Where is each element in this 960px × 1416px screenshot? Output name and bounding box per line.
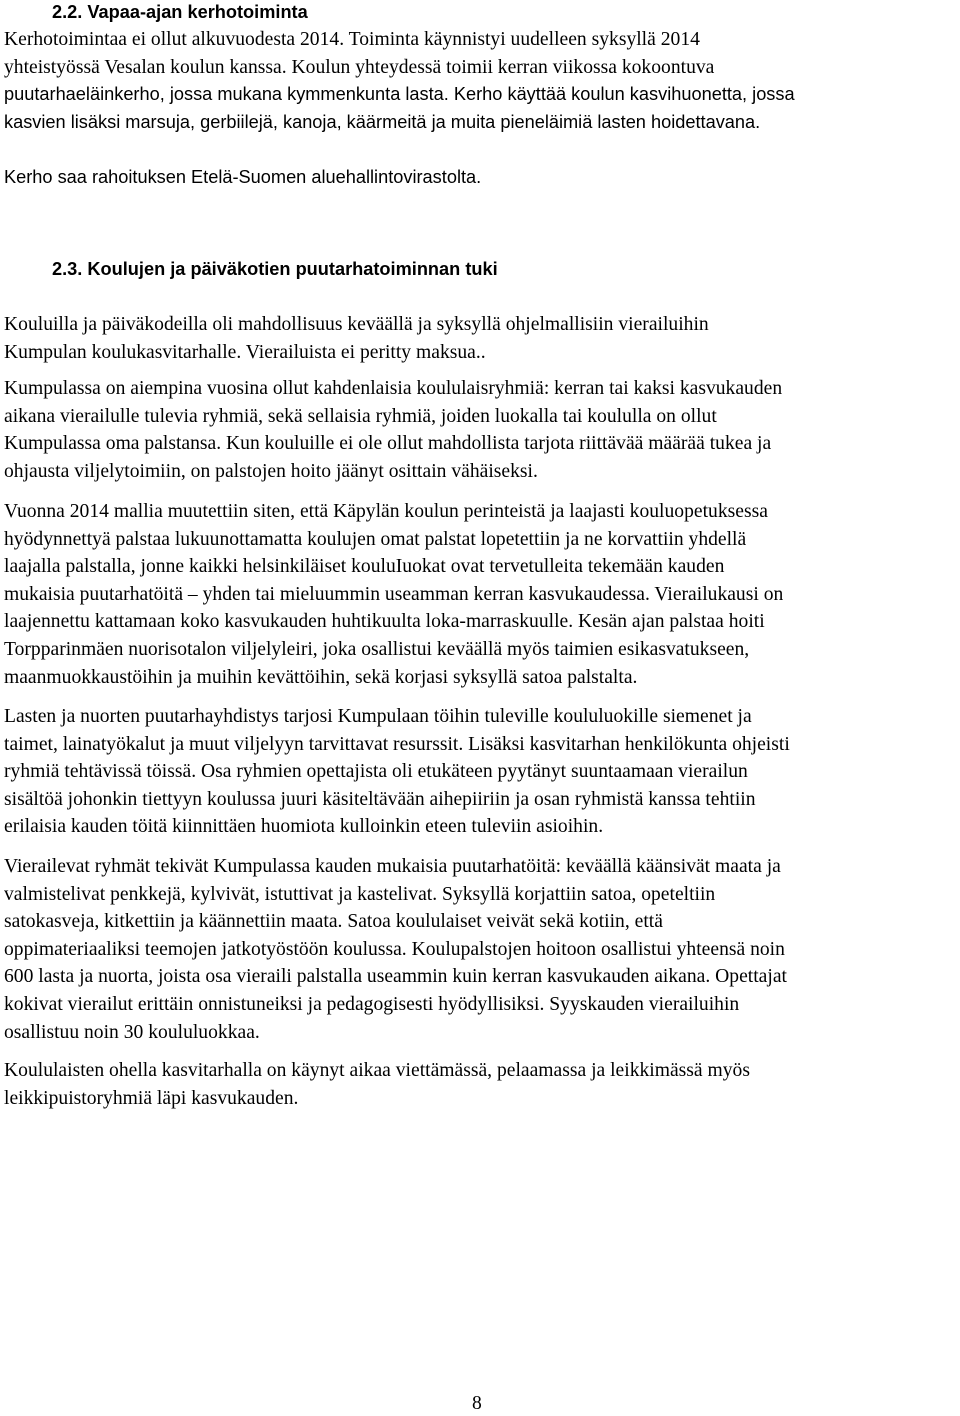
text-line: 600 lasta ja nuorta, joista osa vieraili palstalla useammin kuin kerran kasvukauden aikana. Opettajat	[4, 966, 787, 988]
text-line: Kerhotoimintaa ei ollut alkuvuodesta 2014. Toiminta käynnistyi uudelleen syksyllä 2014	[4, 29, 700, 50]
text-line: sisältöä johonkin tiettyyn koulussa juuri käsiteltävään aihepiiriin ja osan ryhmistä kanssa tehtiin	[4, 788, 756, 810]
paragraph-puutarhayhdistys	[4, 703, 790, 841]
text-line: mukaisia puutarhatöitä – yhden tai mieluummin useamman kerran kasvukaudessa. Vierailukausi on	[4, 583, 784, 605]
text-line: ohjausta viljelytoimiin, on palstojen hoito jäänyt osittain vähäiseksi.	[4, 460, 538, 482]
text-line: yhteistyössä Vesalan koulun kanssa. Koulun yhteydessä toimii kerran viikossa kokoontuva	[4, 56, 715, 78]
text-line: Lasten ja nuorten puutarhayhdistys tarjosi Kumpulaan töihin tuleville koululuokille siemenet ja	[4, 706, 752, 727]
paragraph-kerhotoiminta	[4, 26, 795, 136]
text-line: aikana vierailulle tulevia ryhmiä, sekä sellaisia ryhmiä, joiden luokalla tai koululla on ollut	[4, 405, 717, 427]
text-line: puutarhaeläinkerho, jossa mukana kymmenkunta lasta. Kerho käyttää koulun kasvihuonetta, jossa	[4, 84, 795, 105]
text-line: valmistelivat penkkejä, kylvivät, istuttivat ja kastelivat. Syksyllä korjattiin satoa, opeteltiin	[4, 883, 716, 905]
section-heading-2-3	[52, 256, 498, 284]
text-line: Kumpulassa on aiempina vuosina ollut kahdenlaisia koululaisryhmiä: kerran tai kaksi kasvukauden	[4, 378, 783, 399]
paragraph-rahoitus	[4, 164, 481, 192]
text-line: laajalla palstalla, jonne kaikki helsinkiläiset kouluIuokat ovat tervetulleita tekemään kauden	[4, 556, 725, 578]
paragraph-malli-2014	[4, 498, 783, 691]
heading-text: 2.3. Koulujen ja päiväkotien puutarhatoiminnan tuki	[52, 259, 498, 279]
text-line: osallistuu noin 30 koululuokkaa.	[4, 1021, 260, 1043]
text-line: Torpparinmäen nuorisotalon viljelyleiri, joka osallistui keväällä myös taimien esikasvatukseen,	[4, 638, 750, 660]
text-line: taimet, lainatyökalut ja muut viljelyyn tarvittavat resurssit. Lisäksi kasvitarhan henkilökunta ohjeisti	[4, 733, 790, 755]
text-line: satokasveja, kitkettiin ja käännettiin maata. Satoa koululaiset veivät sekä kotiin, että	[4, 911, 663, 933]
section-heading-2-2	[52, 0, 308, 27]
text-line: laajennettu kattamaan koko kasvukauden huhtikuulta loka-marraskuulle. Kesän ajan palstaa hoiti	[4, 611, 765, 633]
text-line: maanmuokkaustöihin ja muihin kevättöihin, sekä korjasi syksyllä satoa palstalta.	[4, 666, 638, 688]
text-line: Kumpulassa oma palstansa. Kun kouluille ei ole ollut mahdollista tarjota riittävää määrää tukea ja	[4, 433, 772, 455]
text-line: hyödynnettyä palstaa lukuunottamatta koulujen omat palstat lopetettiin ja ne korvattiin yhdellä	[4, 528, 747, 550]
text-line: kokivat vierailut erittäin onnistuneiksi ja pedagogisesti hyödyllisiksi. Syyskauden vierailuihin	[4, 993, 740, 1015]
text-line: kasvien lisäksi marsuja, gerbiilejä, kanoja, käärmeitä ja muita pieneläimiä lasten hoidettavana.	[4, 111, 761, 132]
paragraph-vierailevat-ryhmat	[4, 853, 787, 1046]
paragraph-leikkipuistot	[4, 1057, 750, 1112]
text-line: Kouluilla ja päiväkodeilla oli mahdollisuus keväällä ja syksyllä ohjelmallisiin vierailuihin	[4, 314, 709, 335]
text-line: Kerho saa rahoituksen Etelä-Suomen aluehallintovirastolta.	[4, 167, 482, 187]
text-line: Kumpulan koulukasvitarhalle. Vierailuista ei peritty maksua..	[4, 341, 486, 363]
text-line: Koululaisten ohella kasvitarhalla on käynyt aikaa viettämässä, pelaamassa ja leikkimässä myös	[4, 1060, 750, 1081]
text-line: leikkipuistoryhmiä läpi kasvukauden.	[4, 1087, 299, 1109]
text-line: erilaisia kauden töitä kiinnittäen huomiota kulloinkin eteen tuleviin asioihin.	[4, 816, 604, 838]
paragraph-vierailut	[4, 311, 709, 366]
text-line: Vuonna 2014 mallia muutettiin siten, että Käpylän koulun perinteistä ja laajasti kouluopetuksessa	[4, 501, 768, 522]
text-line: Vierailevat ryhmät tekivät Kumpulassa kauden mukaisia puutarhatöitä: keväällä käänsivät maata ja	[4, 856, 781, 877]
text-line: ryhmiä tehtävissä töissä. Osa ryhmien opettajista oli etukäteen pyytänyt suuntaamaan vierailun	[4, 761, 748, 783]
heading-text: 2.2. Vapaa-ajan kerhotoiminta	[52, 2, 308, 22]
paragraph-koululaisryhmat	[4, 375, 782, 485]
text-line: oppimateriaaliksi teemojen jatkotyöstöön koulussa. Koulupalstojen hoitoon osallistui yhteensä noin	[4, 938, 785, 960]
page-number: 8	[472, 1393, 482, 1414]
